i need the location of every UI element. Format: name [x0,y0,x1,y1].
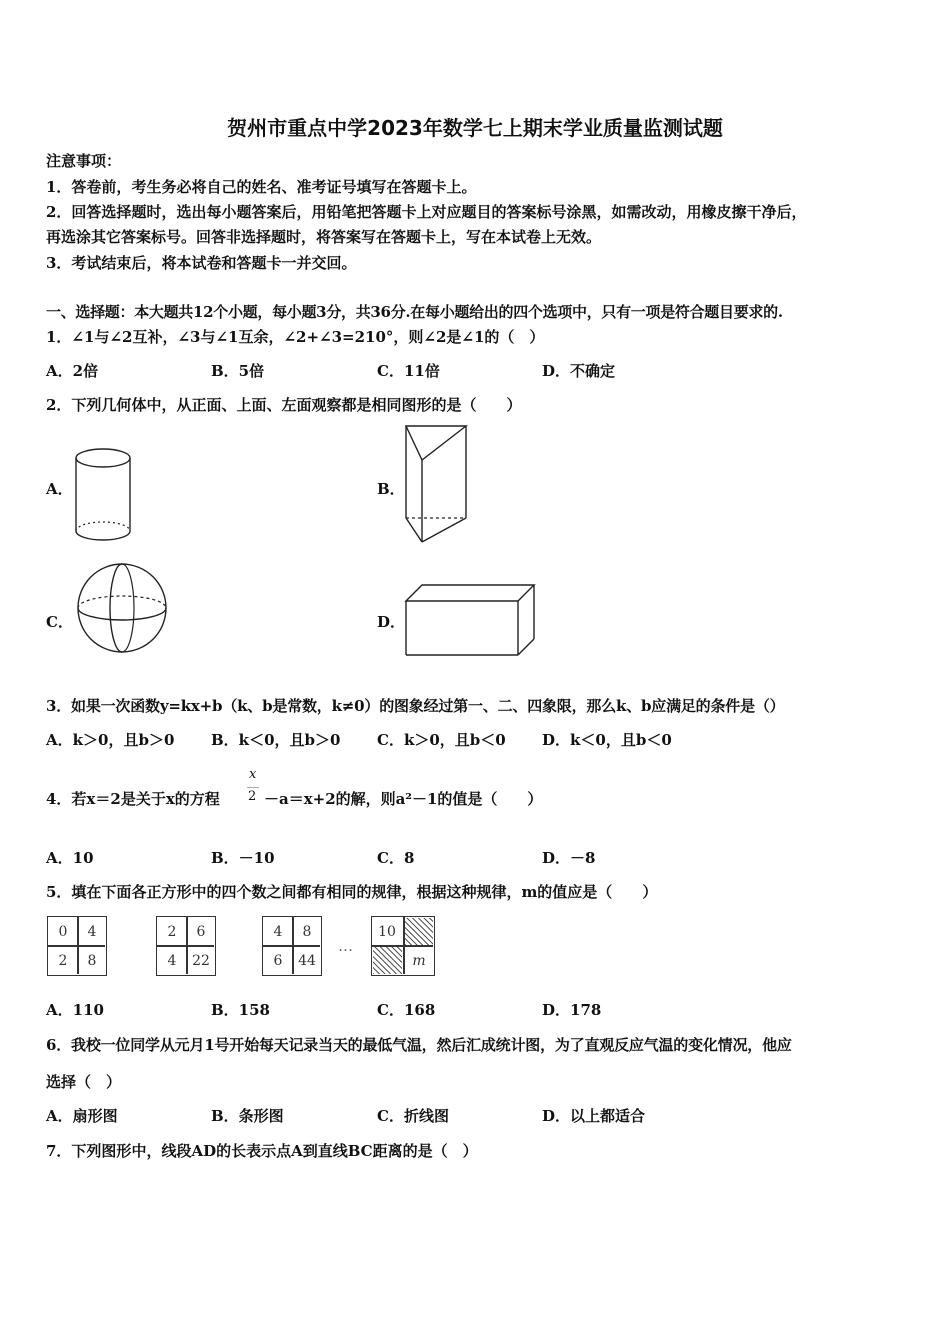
question-6-stem-b: 选择（ ） [46,1073,122,1091]
square-cell-m: m [412,953,426,969]
q6-option-b[interactable]: B．条形图 [211,1107,284,1125]
square-cell: 4 [87,924,97,940]
question-5-stem: 5．填在下面各正方形中的四个数之间都有相同的规律，根据这种规律，m的值应是（ ） [46,883,658,901]
question-1-stem: 1．∠1与∠2互补，∠3与∠1互余，∠2+∠3=210°，则∠2是∠1的（ ） [46,328,545,346]
fraction-denominator: 2 [248,789,257,804]
cylinder-figure [74,447,134,543]
q6-option-d[interactable]: D．以上都适合 [542,1107,646,1125]
square-cell: 8 [87,953,97,969]
number-square-1 [47,916,107,976]
square-cell: 10 [378,924,396,940]
q1-option-b[interactable]: B．5倍 [211,362,265,380]
question-3-stem: 3．如果一次函数y=kx+b（k、b是常数，k≠0）的图象经过第一、二、四象限，那么k、b应满足的条件是（） [46,697,785,715]
q4-option-a[interactable]: A．10 [46,849,94,867]
page-title: 贺州市重点中学2023年数学七上期末学业质量监测试题 [227,116,723,140]
notice-line-2b: 再选涂其它答案标号。回答非选择题时，将答案写在答题卡上，写在本试卷上无效。 [46,228,602,246]
q1-option-a[interactable]: A．2倍 [46,362,99,380]
q6-option-c[interactable]: C．折线图 [377,1107,449,1125]
q3-option-d[interactable]: D．k＜0，且b＜0 [542,731,672,749]
fraction-bar [247,787,259,788]
question-4-stem-post: －a＝x+2的解，则a²－1的值是（ ） [264,790,543,808]
q5-option-b[interactable]: B．158 [211,1001,270,1019]
square-cell: 4 [167,953,177,969]
square-cell: 0 [58,924,68,940]
q3-option-c[interactable]: C．k＞0，且b＜0 [377,731,506,749]
q2-option-a[interactable]: A． [46,480,73,498]
hatched-cell [405,918,433,945]
hatched-cell [373,947,402,974]
section-heading: 一、选择题：本大题共12个小题，每小题3分，共36分.在每小题给出的四个选项中，只有一项是符合题目要求的. [46,303,783,321]
number-square-2 [156,916,216,976]
square-cell: 4 [273,924,283,940]
square-cell: 6 [196,924,206,940]
q4-option-b[interactable]: B．－10 [211,849,275,867]
sphere-figure [76,562,168,654]
square-cell: 2 [167,924,177,940]
q6-option-a[interactable]: A．扇形图 [46,1107,118,1125]
square-cell: 44 [298,953,316,969]
q2-option-d[interactable]: D． [377,613,406,631]
fraction-numerator: x [249,767,257,782]
q3-option-a[interactable]: A．k＞0，且b＞0 [46,731,175,749]
q4-option-d[interactable]: D．－8 [542,849,596,867]
q5-option-c[interactable]: C．168 [377,1001,436,1019]
q4-option-c[interactable]: C．8 [377,849,415,867]
q1-option-c[interactable]: C．11倍 [377,362,440,380]
q3-option-b[interactable]: B．k＜0，且b＞0 [211,731,341,749]
question-2-stem: 2．下列几何体中，从正面、上面、左面观察都是相同图形的是（ ） [46,396,522,414]
question-6-stem-a: 6．我校一位同学从元月1号开始每天记录当天的最低气温，然后汇成统计图，为了直观反应气温的变化情况，他应 [46,1036,792,1054]
cuboid-figure [404,583,538,657]
square-cell: 22 [192,953,210,969]
ellipsis: … [338,937,353,955]
number-square-4 [371,916,435,976]
notice-line-1: 1．答卷前，考生务必将自己的姓名、准考证号填写在答题卡上。 [46,178,477,196]
question-7-stem: 7．下列图形中，线段AD的长表示点A到直线BC距离的是（ ） [46,1142,478,1160]
q5-option-a[interactable]: A．110 [46,1001,104,1019]
number-square-3 [262,916,322,976]
triangular-prism-figure [402,424,472,546]
q2-option-c[interactable]: C． [46,613,73,631]
q1-option-d[interactable]: D．不确定 [542,362,616,380]
square-cell: 6 [273,953,283,969]
notice-line-2a: 2．回答选择题时，选出每小题答案后，用铅笔把答题卡上对应题目的答案标号涂黑，如需改动，用橡皮擦干净后， [46,203,807,221]
question-4-stem-pre: 4．若x＝2是关于x的方程 [46,790,220,808]
square-cell: 8 [302,924,312,940]
q2-option-b[interactable]: B． [377,480,405,498]
notice-heading: 注意事项： [46,152,122,170]
q5-option-d[interactable]: D．178 [542,1001,602,1019]
notice-line-3: 3．考试结束后，将本试卷和答题卡一并交回。 [46,254,357,272]
square-cell: 2 [58,953,68,969]
